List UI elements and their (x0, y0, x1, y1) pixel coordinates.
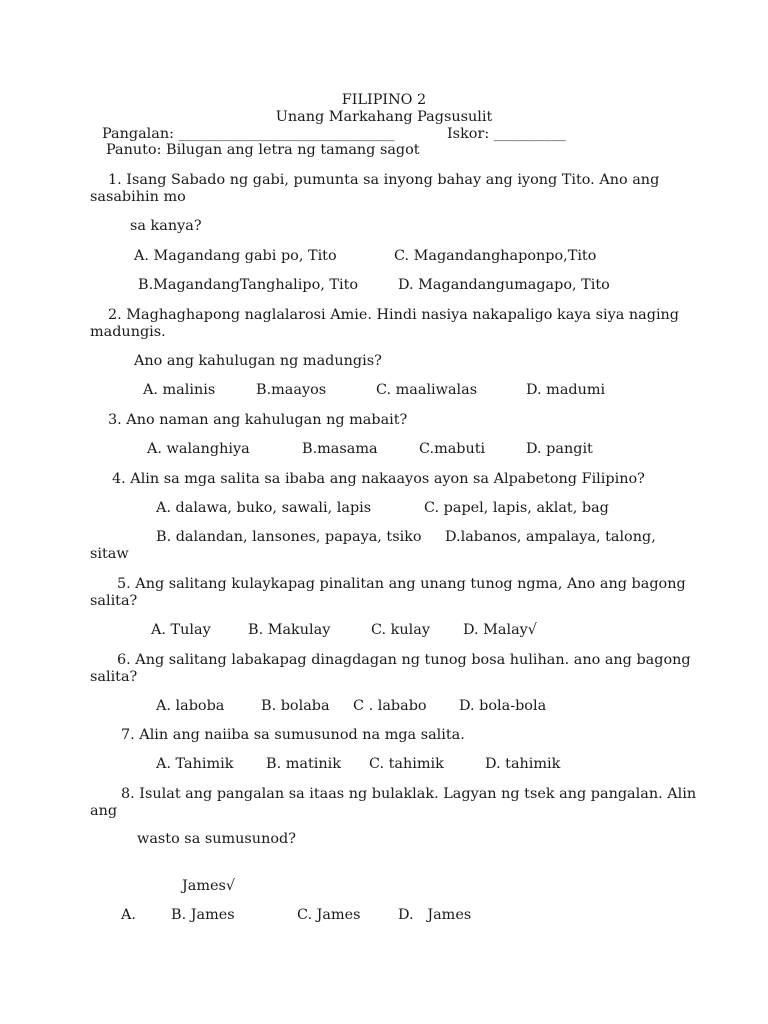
question-8-choice-a: A. (121, 907, 136, 923)
page-title: FILIPINO 2 (341, 92, 427, 108)
question-8-stem: 8. Isulat ang pangalan sa itaas ng bulaklak. Lagyan ng tsek ang pangalan. Alin (121, 786, 697, 802)
question-1-stem: 1. Isang Sabado ng gabi, pumunta sa inyong bahay ang iyong Tito. Ano ang (108, 172, 660, 188)
question-5-choice-b: B. Makulay (248, 622, 331, 638)
question-4-choice-a: A. dalawa, buko, sawali, lapis (156, 500, 372, 516)
question-4-stem: 4. Alin sa mga salita sa ibaba ang nakaayos ayon sa Alpabetong Filipino? (112, 471, 645, 487)
question-7-choice-b: B. matinik (266, 756, 341, 772)
question-2-stem-cont: madungis. (90, 324, 166, 340)
question-7-choice-a: A. Tahimik (156, 756, 234, 772)
question-3-choice-b: B.masama (302, 441, 378, 457)
score-field: Iskor: __________ (447, 126, 566, 142)
question-2-choice-b: B.maayos (256, 382, 327, 398)
question-4-choice-d: D.labanos, ampalaya, talong, (445, 529, 656, 545)
question-5-stem-cont: salita? (90, 593, 138, 609)
question-4-choice-b: B. dalandan, lansones, papaya, tsiko (156, 529, 422, 545)
question-1-choice-c: C. Magandanghaponpo,Tito (394, 248, 597, 264)
question-3-choice-c: C.mabuti (419, 441, 486, 457)
question-6-choice-d: D. bola-bola (459, 698, 547, 714)
question-4-choice-d-cont: sitaw (90, 546, 129, 562)
question-1-choice-b: B.MagandangTanghalipo, Tito (138, 277, 359, 293)
question-2-choice-d: D. madumi (526, 382, 606, 398)
directions: Panuto: Bilugan ang letra ng tamang sagot (106, 142, 420, 158)
question-6-stem: 6. Ang salitang labakapag dinagdagan ng tunog bosa hulihan. ano ang bagong (117, 652, 691, 668)
question-8-stem-cont: ang (90, 803, 118, 819)
question-5-choice-c: C. kulay (371, 622, 430, 638)
question-8-choice-c: C. James (297, 907, 361, 923)
question-6-choice-c: C . lababo (353, 698, 427, 714)
question-7-choice-d: D. tahimik (485, 756, 561, 772)
question-3-choice-a: A. walanghiya (147, 441, 250, 457)
question-8-sample: James√ (182, 878, 236, 894)
question-1-choice-a: A. Magandang gabi po, Tito (134, 248, 337, 264)
question-6-choice-a: A. laboba (156, 698, 225, 714)
question-7-choice-c: C. tahimik (369, 756, 444, 772)
question-5-choice-d: D. Malay√ (463, 622, 537, 638)
question-7-stem: 7. Alin ang naiiba sa sumusunod na mga salita. (121, 727, 465, 743)
question-5-choice-a: A. Tulay (151, 622, 211, 638)
question-8-stem-cont: wasto sa sumusunod? (137, 831, 296, 847)
page-subtitle: Unang Markahang Pagsusulit (275, 109, 493, 125)
question-6-stem-cont: salita? (90, 669, 138, 685)
question-1-stem-cont: sasabihin mo (90, 189, 186, 205)
question-8-choice-b: B. James (171, 907, 235, 923)
question-8-choice-d: D. James (398, 907, 472, 923)
question-1-choice-d: D. Magandangumagapo, Tito (398, 277, 610, 293)
question-4-choice-c: C. papel, lapis, aklat, bag (424, 500, 609, 516)
question-2-stem-cont: Ano ang kahulugan ng madungis? (134, 353, 382, 369)
name-field: Pangalan: ______________________________ (102, 126, 395, 142)
question-6-choice-b: B. bolaba (261, 698, 330, 714)
question-3-stem: 3. Ano naman ang kahulugan ng mabait? (108, 412, 408, 428)
question-2-choice-a: A. malinis (143, 382, 216, 398)
question-2-choice-c: C. maaliwalas (376, 382, 478, 398)
question-1-stem-cont: sa kanya? (130, 218, 202, 234)
question-3-choice-d: D. pangit (526, 441, 593, 457)
question-5-stem: 5. Ang salitang kulaykapag pinalitan ang unang tunog ngma, Ano ang bagong (117, 576, 686, 592)
question-2-stem: 2. Maghaghapong naglalarosi Amie. Hindi nasiya nakapaligo kaya siya naging (108, 307, 680, 323)
